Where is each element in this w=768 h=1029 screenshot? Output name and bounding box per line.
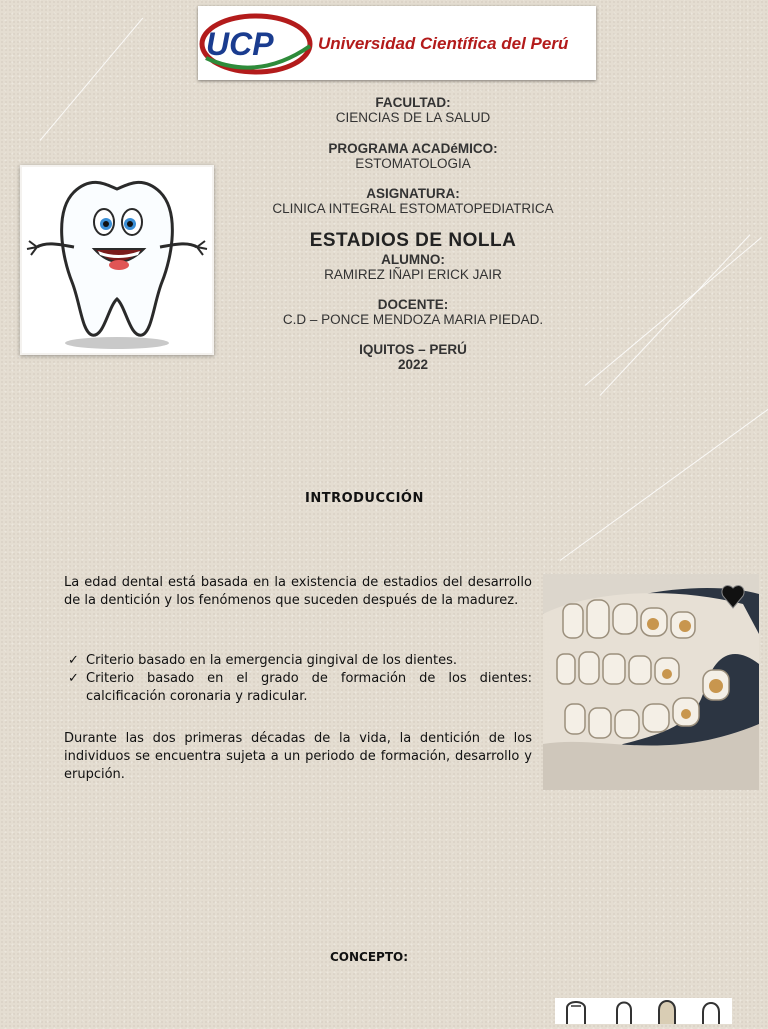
university-logo xyxy=(198,6,596,80)
cover-info xyxy=(200,95,626,372)
checkmark-icon: ✓ xyxy=(68,671,79,686)
intro-paragraph-1: La edad dental está basada en la existencia de estadios del desarrollo de la dentición y los fenómenos que suceden después de la madurez. xyxy=(64,575,532,608)
asignatura-label: ASIGNATURA: xyxy=(366,186,460,201)
tooth-mascot-image xyxy=(20,165,214,355)
list-item xyxy=(64,652,532,670)
dentition-skull-photo xyxy=(543,574,759,790)
decorative-line xyxy=(560,407,768,561)
logo-abbr: UCP xyxy=(206,26,274,62)
criteria-list xyxy=(64,652,532,706)
concepto-heading: CONCEPTO: xyxy=(330,950,409,964)
location: IQUITOS – PERÚ xyxy=(359,342,467,357)
criterion-text: Criterio basado en el grado de formación de los dientes: calcificación coronaria y radicular. xyxy=(86,671,532,704)
alumno-value: RAMIREZ IÑAPI ERICK JAIR xyxy=(324,267,502,282)
docente-value: C.D – PONCE MENDOZA MARIA PIEDAD. xyxy=(282,312,544,327)
criterion-text: Criterio basado en la emergencia gingival de los dientes. xyxy=(86,653,457,668)
university-name: Universidad Científica del Perú xyxy=(318,34,569,53)
docente-label: DOCENTE: xyxy=(377,297,449,312)
checkmark-icon: ✓ xyxy=(68,653,79,668)
facultad-label: FACULTAD: xyxy=(375,95,451,110)
programa-label: PROGRAMA ACADéMICO: xyxy=(328,141,498,156)
intro-heading: INTRODUCCIÓN xyxy=(305,491,424,506)
intro-paragraph-2: Durante las dos primeras décadas de la vida, la dentición de los individuos se encuentra sujeta a un periodo de formación, desarrollo y erupción. xyxy=(64,731,532,782)
programa-value: ESTOMATOLOGIA xyxy=(355,156,471,171)
asignatura-value: CLINICA INTEGRAL ESTOMATOPEDIATRICA xyxy=(272,201,554,216)
nolla-stages-image xyxy=(555,998,732,1024)
tooth-mascot-icon xyxy=(22,167,212,353)
page-title: ESTADIOS DE NOLLA xyxy=(309,230,517,251)
year: 2022 xyxy=(397,357,429,372)
alumno-label: ALUMNO: xyxy=(381,252,445,267)
skull-image xyxy=(543,574,759,790)
decorative-line xyxy=(40,18,144,141)
facultad-value: CIENCIAS DE LA SALUD xyxy=(335,110,491,125)
ucp-logo-icon xyxy=(198,6,318,80)
list-item xyxy=(64,670,532,706)
tooth-stages-icon xyxy=(555,998,732,1024)
